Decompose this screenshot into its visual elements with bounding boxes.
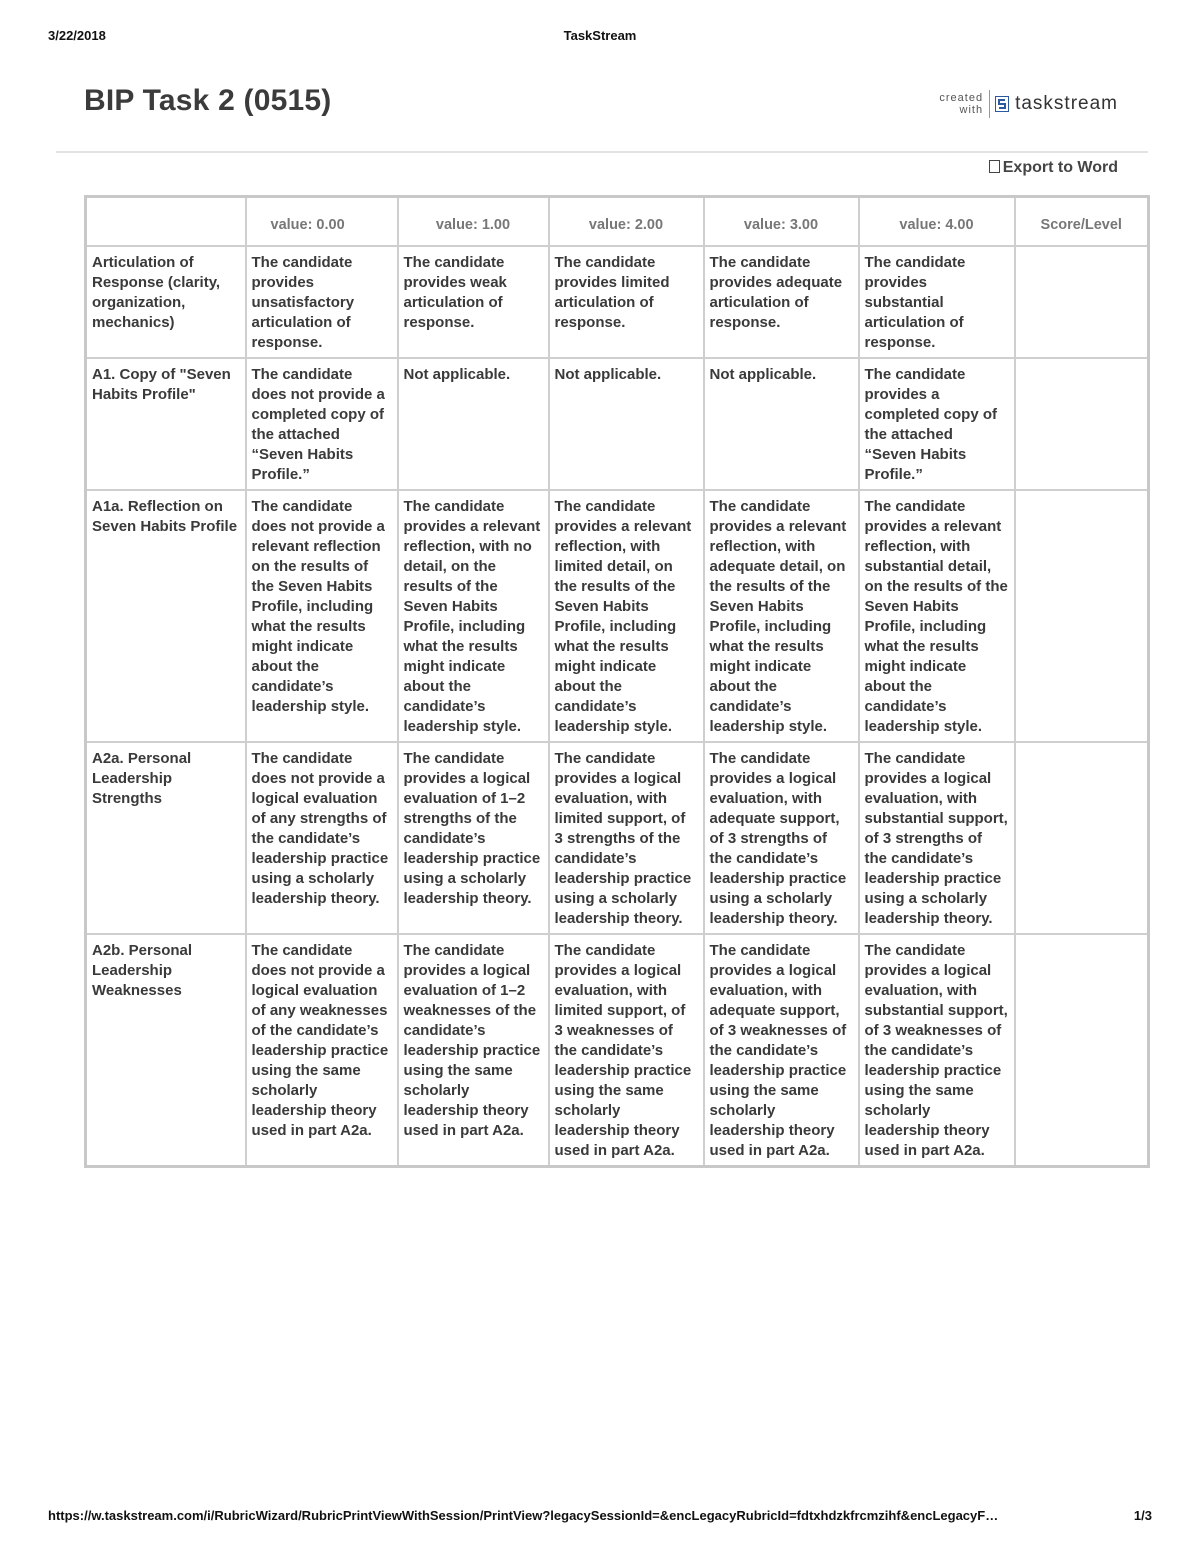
rubric-cell: The candidate provides a completed copy of the attached “Seven Habits Profile.” — [859, 358, 1015, 490]
rubric-cell: The candidate provides a relevant reflection, with no detail, on the results of the Seven Habits Profile, including what the results might indicate about the candidate’s leadership style. — [398, 490, 549, 742]
score-level-header: Score/Level — [1015, 197, 1149, 247]
print-date: 3/22/2018 — [48, 28, 106, 43]
rubric-cell: The candidate provides a logical evaluation, with adequate support, of 3 weaknesses of the candidate’s leadership practice using the same scholarly leadership theory used in part A2a. — [704, 934, 859, 1167]
rubric-cell: The candidate provides adequate articulation of response. — [704, 246, 859, 358]
print-header — [48, 28, 1152, 48]
criterion-cell: Articulation of Response (clarity, organization, mechanics) — [86, 246, 246, 358]
document-icon — [989, 160, 1000, 173]
value-4-header: value: 4.00 — [859, 197, 1015, 247]
print-footer — [48, 1508, 1152, 1526]
score-cell[interactable] — [1015, 246, 1149, 358]
rubric-header-row — [86, 197, 1149, 247]
criterion-header — [86, 197, 246, 247]
value-1-header: value: 1.00 — [398, 197, 549, 247]
table-row — [86, 742, 1149, 934]
rubric-cell: The candidate provides a logical evaluation of 1–2 strengths of the candidate’s leadership practice using a scholarly leadership theory. — [398, 742, 549, 934]
page-number: 1/3 — [1133, 1508, 1152, 1523]
rubric-cell: Not applicable. — [398, 358, 549, 490]
criterion-cell: A2b. Personal Leadership Weaknesses — [86, 934, 246, 1167]
rubric-cell: The candidate does not provide a completed copy of the attached “Seven Habits Profile.” — [246, 358, 398, 490]
value-0-header: value: 0.00 — [246, 197, 398, 247]
rubric-cell: The candidate provides weak articulation of response. — [398, 246, 549, 358]
criterion-cell: A1. Copy of "Seven Habits Profile" — [86, 358, 246, 490]
created-text: created — [939, 92, 984, 104]
score-cell[interactable] — [1015, 934, 1149, 1167]
rubric-cell: Not applicable. — [704, 358, 859, 490]
rubric-cell: The candidate provides a logical evaluation of 1–2 weaknesses of the candidate’s leadership practice using the same scholarly leadership theory used in part A2a. — [398, 934, 549, 1167]
rubric-cell: Not applicable. — [549, 358, 704, 490]
brand-divider — [989, 90, 990, 118]
taskstream-logo-icon — [995, 96, 1009, 112]
with-text: with — [959, 104, 984, 116]
value-3-header: value: 3.00 — [704, 197, 859, 247]
rubric-cell: The candidate provides a relevant reflection, with substantial detail, on the results of the Seven Habits Profile, including what the results might indicate about the candidate’s leadership style. — [859, 490, 1015, 742]
criterion-cell: A2a. Personal Leadership Strengths — [86, 742, 246, 934]
rubric-cell: The candidate does not provide a relevant reflection on the results of the Seven Habits Profile, including what the results might indicate about the candidate’s leadership style. — [246, 490, 398, 742]
print-url: https://w.taskstream.com/i/RubricWizard/RubricPrintViewWithSession/PrintView?legacySessionId=&encLegacyRubricId=fdtxhdzkfrcmzihf&encLegacyF… — [48, 1508, 999, 1523]
rubric-cell: The candidate provides a logical evaluation, with limited support, of 3 weaknesses of the candidate’s leadership practice using the same scholarly leadership theory used in part A2a. — [549, 934, 704, 1167]
rubric-cell: The candidate provides unsatisfactory articulation of response. — [246, 246, 398, 358]
rubric-cell: The candidate provides limited articulation of response. — [549, 246, 704, 358]
table-row — [86, 358, 1149, 490]
rubric-cell: The candidate provides a logical evaluation, with limited support, of 3 strengths of the candidate’s leadership practice using a scholarly leadership theory. — [549, 742, 704, 934]
rubric-cell: The candidate provides substantial articulation of response. — [859, 246, 1015, 358]
page-title: BIP Task 2 (0515) — [84, 84, 332, 117]
table-row — [86, 934, 1149, 1167]
table-row — [86, 490, 1149, 742]
export-label: Export to Word — [1002, 159, 1118, 176]
score-cell[interactable] — [1015, 358, 1149, 490]
rubric-cell: The candidate provides a logical evaluation, with substantial support, of 3 weaknesses of the candidate’s leadership practice using the same scholarly leadership theory used in part A2a. — [859, 934, 1015, 1167]
score-cell[interactable] — [1015, 742, 1149, 934]
rubric-cell: The candidate provides a relevant reflection, with adequate detail, on the results of the Seven Habits Profile, including what the results might indicate about the candidate’s leadership style. — [704, 490, 859, 742]
rubric-cell: The candidate provides a relevant reflection, with limited detail, on the results of the Seven Habits Profile, including what the results might indicate about the candidate’s leadership style. — [549, 490, 704, 742]
rubric-cell: The candidate does not provide a logical evaluation of any strengths of the candidate’s leadership practice using a scholarly leadership theory. — [246, 742, 398, 934]
taskstream-brand — [939, 88, 1118, 120]
export-to-word-button[interactable] — [989, 159, 1118, 177]
rubric-cell: The candidate provides a logical evaluation, with substantial support, of 3 strengths of the candidate’s leadership practice using a scholarly leadership theory. — [859, 742, 1015, 934]
table-row — [86, 246, 1149, 358]
header-divider — [56, 151, 1148, 153]
print-site-name: TaskStream — [563, 28, 637, 43]
taskstream-wordmark: taskstream — [1015, 93, 1118, 114]
value-2-header: value: 2.00 — [549, 197, 704, 247]
rubric-cell: The candidate does not provide a logical evaluation of any weaknesses of the candidate’s leadership practice using the same scholarly leadership theory used in part A2a. — [246, 934, 398, 1167]
criterion-cell: A1a. Reflection on Seven Habits Profile — [86, 490, 246, 742]
score-cell[interactable] — [1015, 490, 1149, 742]
rubric-cell: The candidate provides a logical evaluation, with adequate support, of 3 strengths of the candidate’s leadership practice using a scholarly leadership theory. — [704, 742, 859, 934]
created-with-label — [939, 92, 983, 116]
rubric-table — [84, 195, 1150, 1168]
